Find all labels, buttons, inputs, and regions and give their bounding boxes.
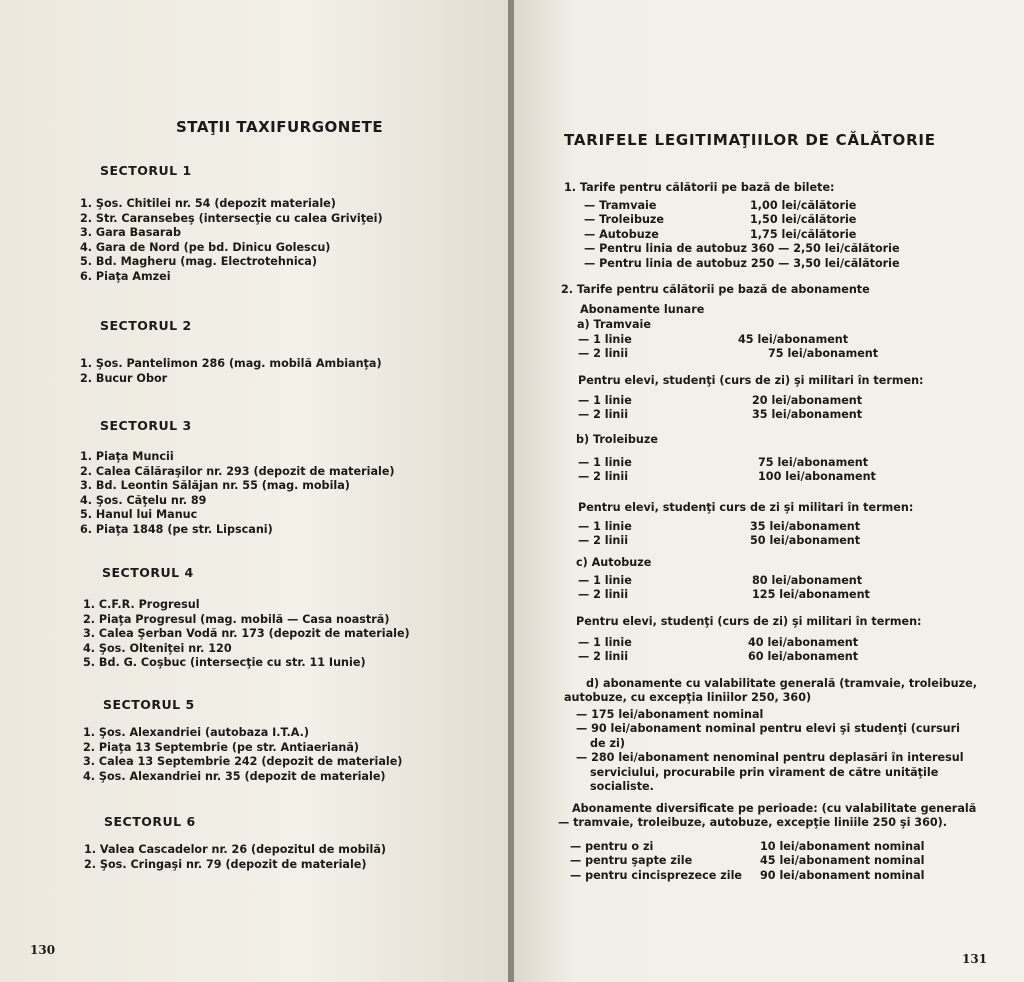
list-item: socialiste. <box>590 780 654 794</box>
subsection-label: b) Troleibuze <box>576 433 658 446</box>
list-item: 1. Valea Cascadelor nr. 26 (depozitul de mobilă) <box>84 843 386 856</box>
trolleybus-tariffs <box>578 456 876 485</box>
subsection-label: a) Tramvaie <box>577 318 651 331</box>
subsection-label: Pentru elevi, studenţi (curs de zi) şi militari în termen: <box>576 615 922 628</box>
sector-list <box>80 357 382 386</box>
subsection-label: Abonamente lunare <box>580 303 705 316</box>
list-item: 6. Piaţa 1848 (pe str. Lipscani) <box>80 522 273 536</box>
list-item: serviciului, procurabile prin virament de către unităţile <box>590 765 939 779</box>
subsection-label: Pentru elevi, studenţi curs de zi şi militari în termen: <box>578 501 914 514</box>
list-item: 4. Şos. Olteniţei nr. 120 <box>83 641 232 655</box>
list-item: 3. Calea Şerban Vodă nr. 173 (depozit de materiale) <box>83 627 410 641</box>
list-item: — 175 lei/abonament nominal <box>576 708 764 721</box>
list-item: — 280 lei/abonament nenominal pentru deplasări în interesul <box>576 751 964 765</box>
right-page-title: TARIFELE LEGITIMAŢIILOR DE CĂLĂTORIE <box>564 131 936 149</box>
list-item: 1. Şos. Pantelimon 286 (mag. mobilă Ambianţa) <box>80 357 382 370</box>
diversified-tariffs <box>570 840 925 883</box>
general-subscription <box>564 677 977 706</box>
tram-student-tariffs <box>578 394 862 423</box>
tariff-row: — Autobuze 1,75 lei/călătorie <box>584 227 857 241</box>
general-subscription-items <box>576 708 964 794</box>
tariff-row: — 2 linii 60 lei/abonament <box>578 650 859 664</box>
tariff-row: — 1 linie 20 lei/abonament <box>578 394 863 407</box>
sector-list <box>80 197 383 285</box>
paragraph-line: autobuze, cu excepţia liniilor 250, 360) <box>564 691 812 705</box>
section-heading: 1. Tarife pentru călătorii pe bază de bilete: <box>564 181 835 194</box>
bus-tariffs <box>578 574 870 603</box>
tariff-row: — 1 linie 80 lei/abonament <box>578 574 863 587</box>
list-item: 1. C.F.R. Progresul <box>83 598 200 611</box>
ticket-tariffs <box>584 199 900 271</box>
sector-list <box>83 726 402 784</box>
list-item: de zi) <box>590 736 625 750</box>
tariff-row: — 1 linie 75 lei/abonament <box>578 456 869 469</box>
left-page-title: STAŢII TAXIFURGONETE <box>176 118 384 136</box>
sector-heading: SECTORUL 2 <box>100 318 192 333</box>
tariff-row: — 1 linie 35 lei/abonament <box>578 520 861 533</box>
sector-list <box>80 450 395 538</box>
sector-list <box>83 598 410 671</box>
list-item: 2. Piaţa Progresul (mag. mobilă — Casa noastră) <box>83 612 390 626</box>
right-page <box>514 0 1024 982</box>
section-heading: 2. Tarife pentru călătorii pe bază de abonamente <box>561 283 870 296</box>
list-item: 2. Şos. Cringaşi nr. 79 (depozit de materiale) <box>84 857 367 871</box>
tariff-row: — 2 linii 75 lei/abonament <box>578 347 879 361</box>
list-item: 1. Şos. Alexandriei (autobaza I.T.A.) <box>83 726 309 739</box>
sector-heading: SECTORUL 3 <box>100 418 192 433</box>
paragraph-line: Abonamente diversificate pe perioade: (cu valabilitate generală <box>572 802 977 815</box>
tariff-row: — 2 linii 100 lei/abonament <box>578 470 876 484</box>
tariff-row: — 1 linie 45 lei/abonament <box>578 333 849 346</box>
list-item: 5. Bd. G. Coşbuc (intersecţie cu str. 11 Iunie) <box>83 656 366 670</box>
tariff-line: — Pentru linia de autobuz 360 — 2,50 lei/călătorie <box>584 242 900 256</box>
list-item: 1. Piaţa Muncii <box>80 450 174 463</box>
sector-heading: SECTORUL 6 <box>104 814 196 829</box>
left-page <box>0 0 510 982</box>
sector-heading: SECTORUL 4 <box>102 565 194 580</box>
tariff-row: — 2 linii 35 lei/abonament <box>578 408 863 422</box>
paragraph-line: — tramvaie, troleibuze, autobuze, excepţie liniile 250 şi 360). <box>558 816 948 830</box>
diversified-subscriptions <box>558 802 976 831</box>
tariff-line: — Pentru linia de autobuz 250 — 3,50 lei/călătorie <box>584 256 900 270</box>
tram-tariffs <box>578 333 878 362</box>
page-number: 131 <box>962 952 988 966</box>
page-number: 130 <box>30 943 56 957</box>
list-item: 3. Bd. Leontin Sălăjan nr. 55 (mag. mobila) <box>80 479 350 493</box>
paragraph-line: d) abonamente cu valabilitate generală (tramvaie, troleibuze, <box>586 677 977 690</box>
tariff-row: — pentru şapte zile 45 lei/abonament nominal <box>570 854 925 868</box>
tariff-row: — pentru cincisprezece zile 90 lei/abonament nominal <box>570 868 925 882</box>
list-item: 1. Şos. Chitilei nr. 54 (depozit materiale) <box>80 197 336 210</box>
tariff-row: — pentru o zi 10 lei/abonament nominal <box>570 840 925 853</box>
subsection-label: Pentru elevi, studenţi (curs de zi) şi militari în termen: <box>578 374 924 387</box>
tariff-row: — 2 linii 125 lei/abonament <box>578 588 870 602</box>
list-item: 5. Bd. Magheru (mag. Electrotehnica) <box>80 255 317 269</box>
list-item: 4. Şos. Alexandriei nr. 35 (depozit de materiale) <box>83 769 386 783</box>
sector-heading: SECTORUL 5 <box>103 697 195 712</box>
trolleybus-student-tariffs <box>578 520 860 549</box>
bus-student-tariffs <box>578 636 858 665</box>
list-item: 3. Calea 13 Septembrie 242 (depozit de materiale) <box>83 755 403 769</box>
list-item: 2. Piaţa 13 Septembrie (pe str. Antiaeriană) <box>83 740 360 754</box>
tariff-row: — 1 linie 40 lei/abonament <box>578 636 859 649</box>
list-item: 4. Gara de Nord (pe bd. Dinicu Golescu) <box>80 240 331 254</box>
list-item: 6. Piaţa Amzei <box>80 269 171 283</box>
sector-heading: SECTORUL 1 <box>100 163 192 178</box>
list-item: 2. Str. Caransebeş (intersecţie cu calea Griviţei) <box>80 211 383 225</box>
sector-list <box>84 843 386 872</box>
list-item: — 90 lei/abonament nominal pentru elevi şi studenţi (cursuri <box>576 722 961 736</box>
subsection-label: c) Autobuze <box>576 556 652 569</box>
list-item: 2. Calea Călăraşilor nr. 293 (depozit de materiale) <box>80 464 395 478</box>
tariff-row: — Troleibuze 1,50 lei/călătorie <box>584 213 857 227</box>
tariff-row: — 2 linii 50 lei/abonament <box>578 534 861 548</box>
list-item: 4. Şos. Căţelu nr. 89 <box>80 493 207 507</box>
list-item: 5. Hanul lui Manuc <box>80 508 198 522</box>
list-item: 3. Gara Basarab <box>80 226 181 240</box>
tariff-row: — Tramvaie 1,00 lei/călătorie <box>584 199 857 212</box>
list-item: 2. Bucur Obor <box>80 371 168 385</box>
